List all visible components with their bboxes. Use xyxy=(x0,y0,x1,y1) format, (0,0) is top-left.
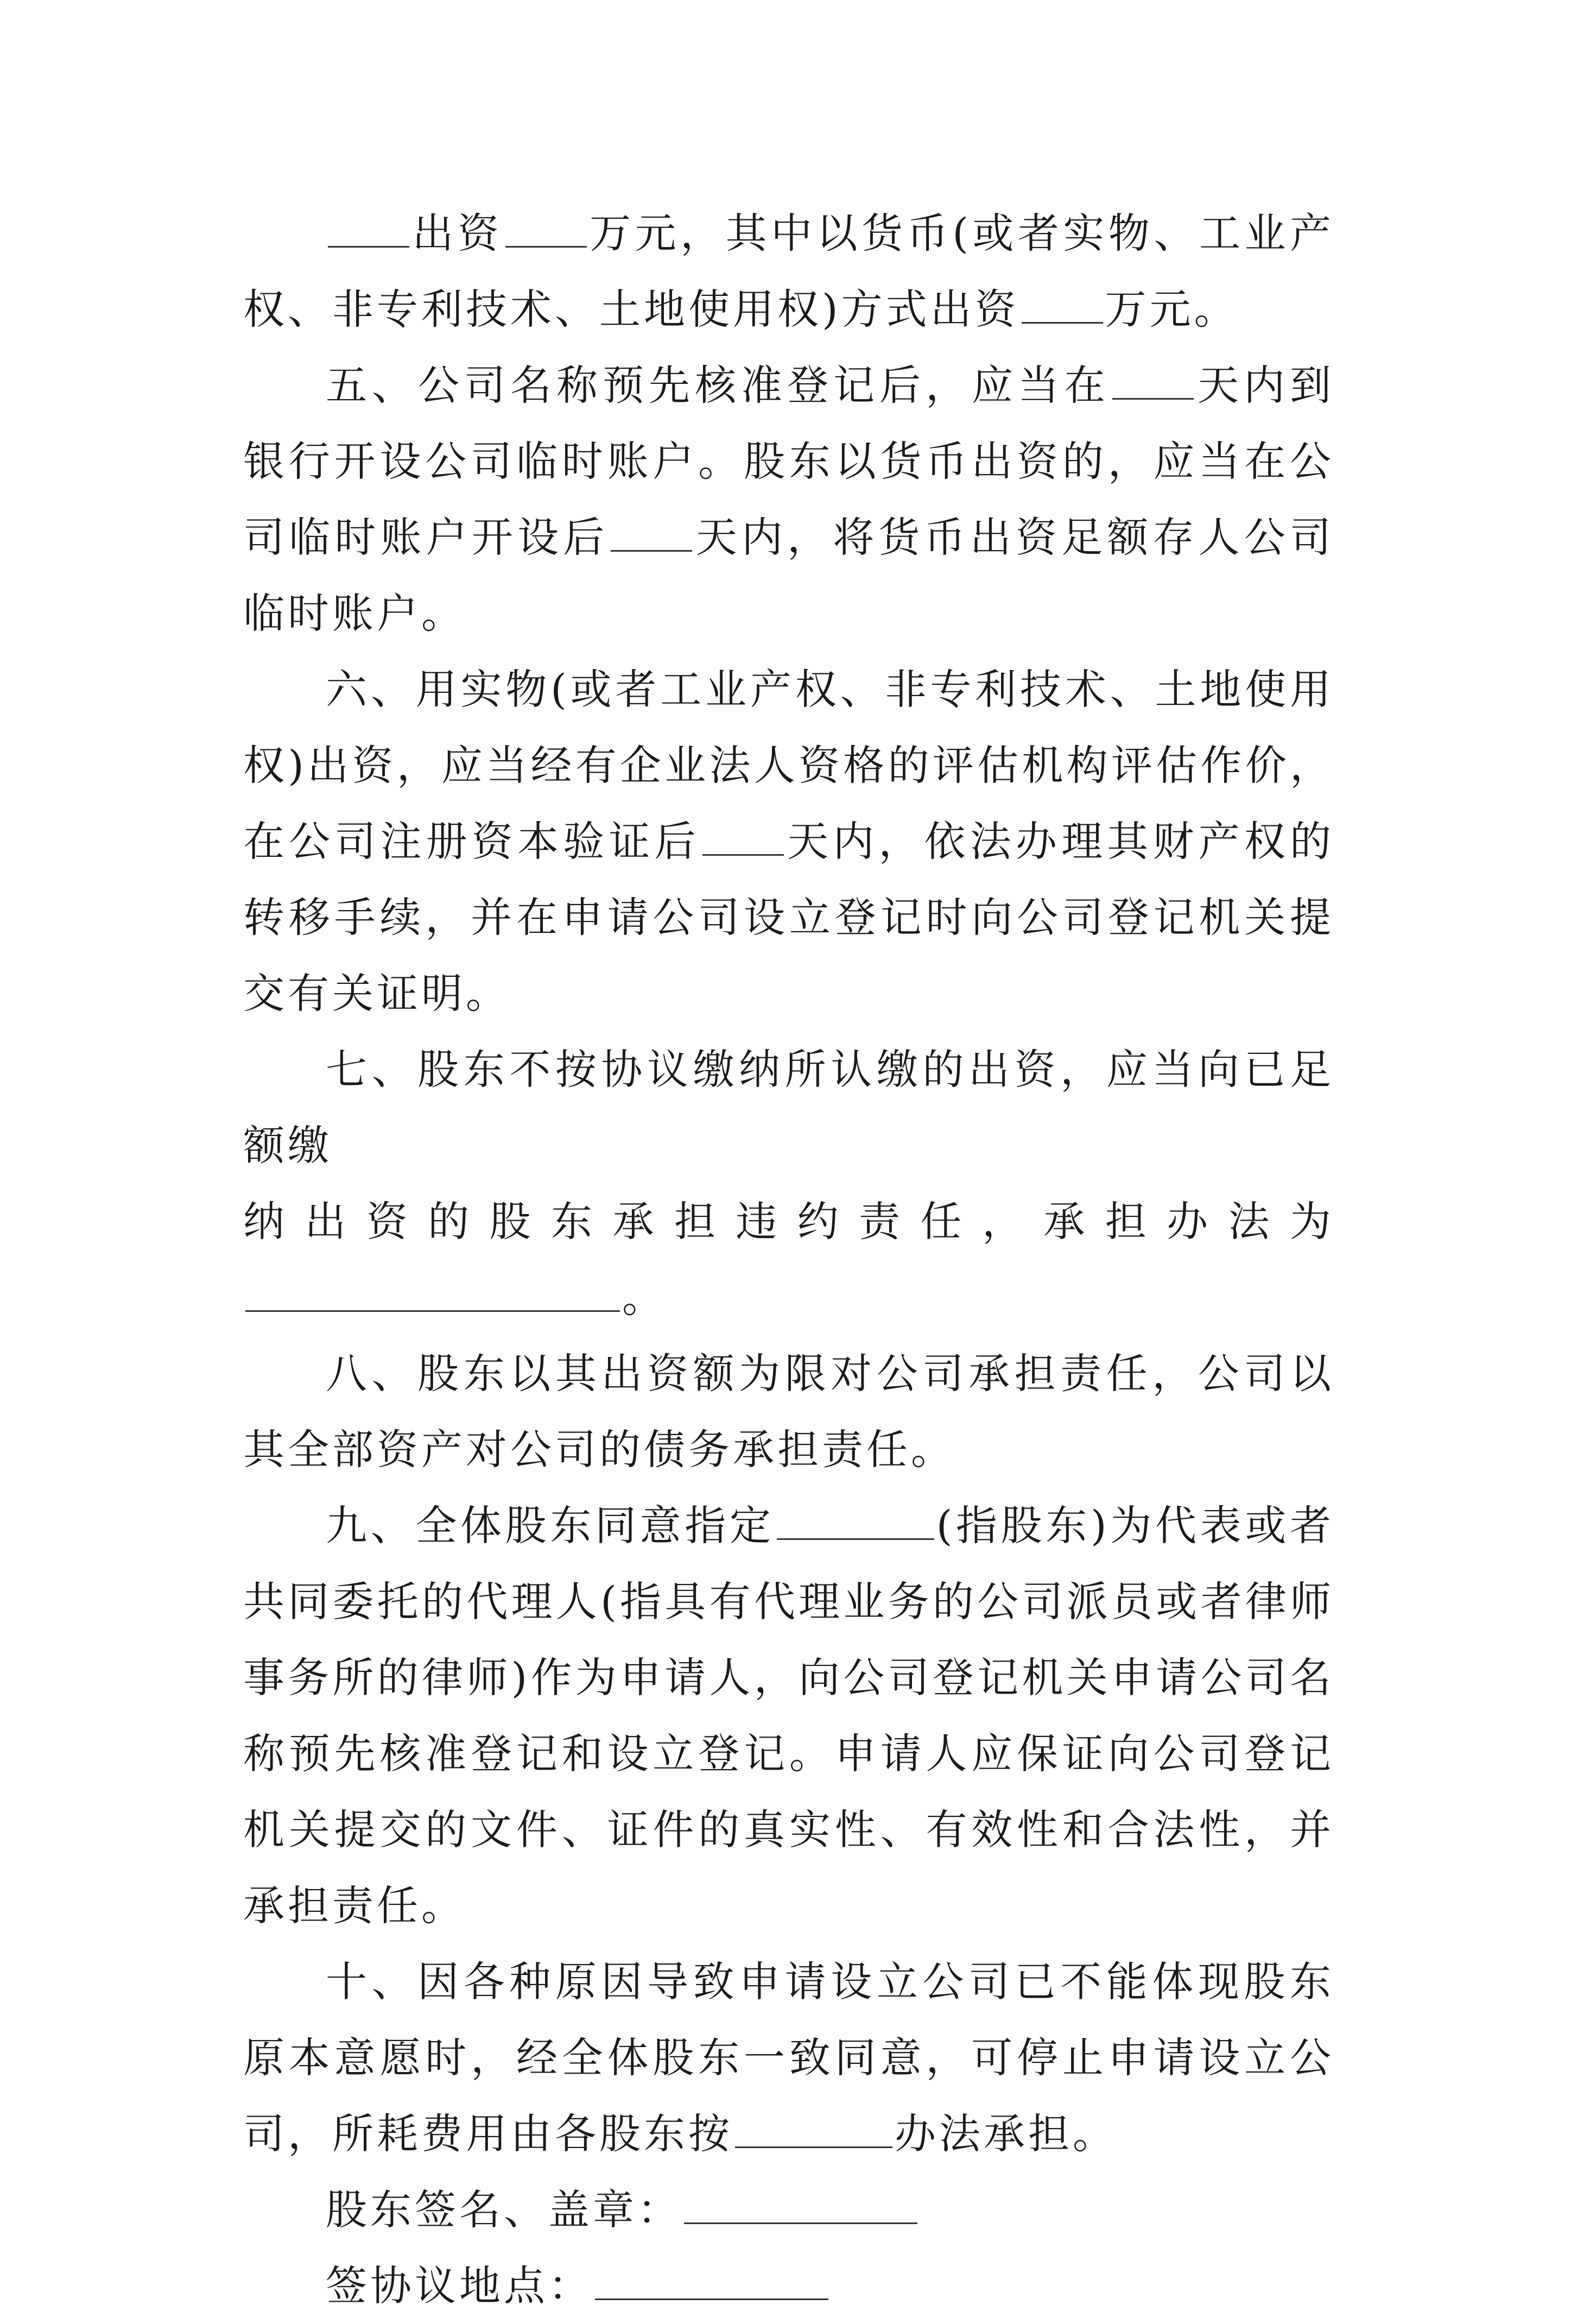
blank-field xyxy=(245,1277,620,1312)
paragraph-text: 天内，将货币出资足额存人公司临时账户。 xyxy=(243,513,1335,637)
paragraph-text: 十、因各种原因导致申请设立公司已不能体现股东原本意愿时，经全体股东一致同意，可停止申请设立公司，所耗费用由各股东按 xyxy=(243,1957,1334,2158)
place-blank xyxy=(595,2265,828,2300)
blank-field xyxy=(777,1505,934,1540)
paragraph-text: 八、股东以其出资额为限对公司承担责任，公司以其全部资产对公司的债务承担责任。 xyxy=(243,1349,1334,1474)
signature-blank xyxy=(684,2189,917,2224)
blank-field xyxy=(611,516,692,552)
paragraph-ten xyxy=(243,1944,1334,2172)
blank-field xyxy=(735,2113,892,2148)
signature-seal-label: 股东签名、盖章： xyxy=(326,2186,682,2234)
paragraph-text: 办法承担。 xyxy=(895,2110,1117,2158)
blank-field xyxy=(702,820,784,856)
document-body xyxy=(243,195,1334,2324)
paragraph-text: 五、公司名称预先核准登记后，应当在 xyxy=(326,361,1110,409)
paragraph-text: 纳出资的股东承担违约责任，承担办法为 xyxy=(243,1197,1334,1246)
paragraph-five xyxy=(243,348,1334,652)
signature-place-label: 签协议地点： xyxy=(326,2262,593,2310)
signature-place-line xyxy=(243,2248,1334,2324)
signature-seal-line xyxy=(243,2172,1334,2248)
blank-field xyxy=(1022,288,1103,324)
blank-field xyxy=(328,212,409,248)
paragraph-seven-line3 xyxy=(243,1260,1334,1336)
paragraph-seven-line1 xyxy=(243,1032,1334,1184)
blank-field xyxy=(505,212,587,248)
paragraph-text: 九、全体股东同意指定 xyxy=(326,1501,775,1550)
paragraph-text: 出资 xyxy=(411,209,503,257)
paragraph-seven-line2 xyxy=(243,1184,1334,1260)
paragraph-text: (指股东)为代表或者共同委托的代理人(指具有代理业务的公司派员或者律师事务所的律师)作为申请人，向公司登记机关申请公司名称预先核准登记和设立登记。申请人应保证向公司登记机关提交的文件、证件的真实性、有效性和合法性，并承担责任。 xyxy=(243,1501,1334,1930)
paragraph-text: 。 xyxy=(622,1273,667,1322)
paragraph-text: 万元，其中以货币(或者实物、工业产权、非专利技术、土地使用权)方式出资 xyxy=(243,209,1335,333)
paragraph-text: 天内，依法办理其财产权的转移手续，并在申请公司设立登记时向公司登记机关提交有关证明。 xyxy=(243,817,1335,1018)
paragraph-text: 六、用实物(或者工业产权、非专利技术、土地使用权)出资，应当经有企业法人资格的评估机构评估作价，在公司注册资本验证后 xyxy=(243,665,1334,866)
paragraph-eight xyxy=(243,1336,1334,1488)
blank-field xyxy=(1112,364,1194,400)
paragraph-text: 天内到银行开设公司临时账户。股东以货币出资的，应当在公司临时账户开设后 xyxy=(243,361,1334,561)
paragraph-capital-contribution xyxy=(243,195,1334,348)
paragraph-text: 万元。 xyxy=(1105,285,1239,333)
paragraph-six xyxy=(243,652,1334,1032)
paragraph-nine xyxy=(243,1488,1334,1944)
paragraph-text: 七、股东不按协议缴纳所认缴的出资，应当向已足额缴 xyxy=(243,1045,1334,1170)
